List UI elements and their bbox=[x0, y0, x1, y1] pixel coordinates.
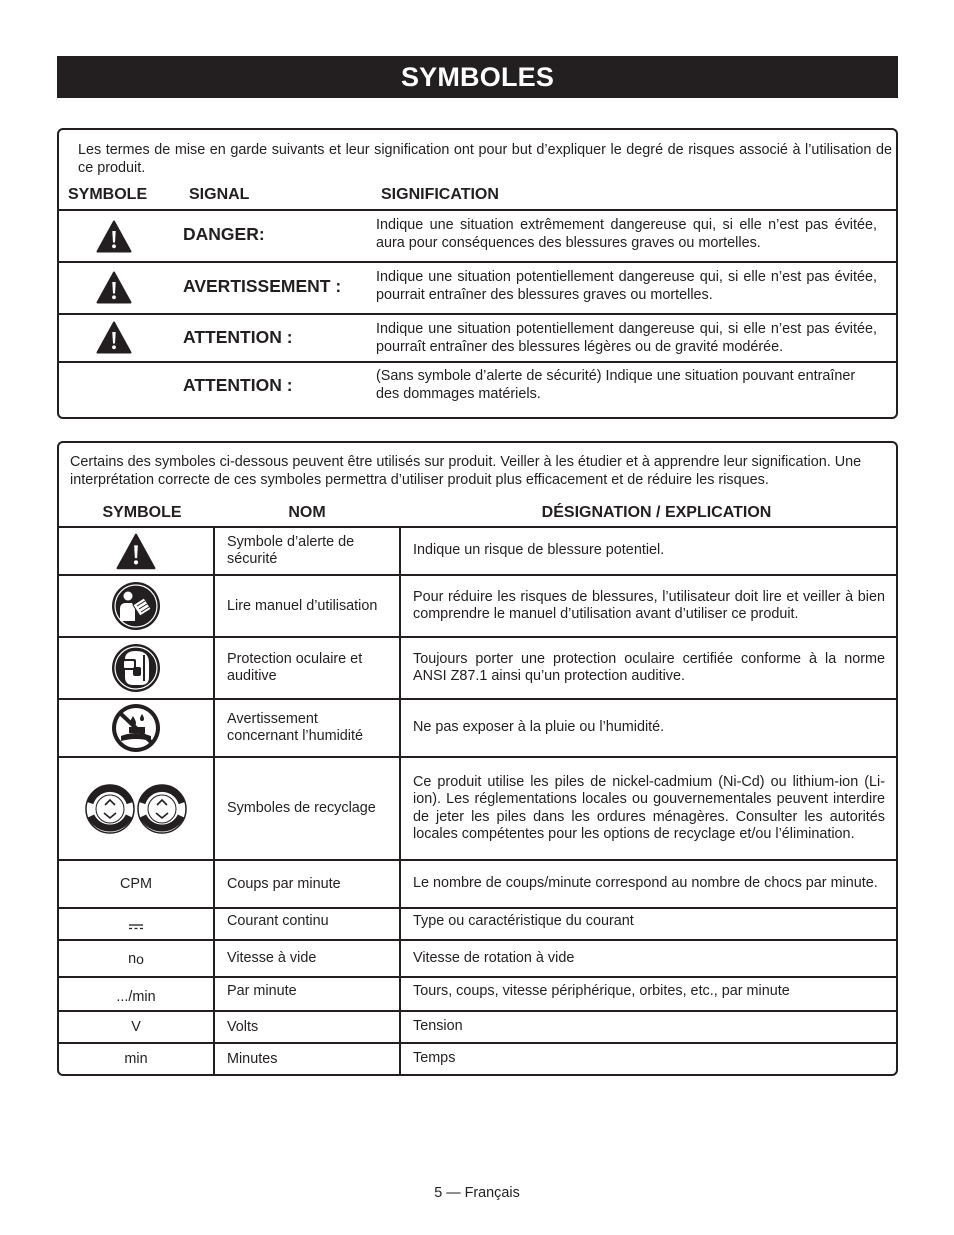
symbol-explanation: Tension bbox=[413, 1018, 463, 1035]
symbols-header-explanation: DÉSIGNATION / EXPLICATION bbox=[541, 504, 772, 521]
no-load-speed-symbol bbox=[59, 941, 213, 976]
symbol-explanation: Temps bbox=[413, 1050, 456, 1067]
symbol-name: Symboles de recyclage bbox=[227, 800, 376, 816]
symbol-text: V bbox=[131, 1019, 141, 1035]
table-row bbox=[59, 528, 896, 574]
signal-intro: Les termes de mise en garde suivants et leur signification ont pour but d’expliquer le degré de risques associé à l’utilisation de ce produit. bbox=[78, 142, 892, 176]
page-title: SYMBOLES bbox=[57, 56, 898, 98]
table-row bbox=[59, 861, 896, 907]
signal-label: ATTENTION : bbox=[183, 375, 293, 395]
read-manual-icon bbox=[111, 581, 161, 631]
table-row bbox=[59, 1012, 896, 1042]
signal-meaning: Indique une situation potentiellement dangereuse qui, si elle n’est pas évitée, pourraît entraîner des blessures légères ou de gravité modérée. bbox=[376, 321, 877, 355]
symbols-intro: Certains des symboles ci-dessous peuvent être utilisés sur produit. Veiller à les étudier et à apprendre leur signification. Une interprétation correcte de ces symboles permettra d’utiliser produit plus efficacement et de réduire les risques. bbox=[70, 454, 862, 488]
signal-row bbox=[59, 211, 896, 261]
symbol-explanation: Toujours porter une protection oculaire certifiée conforme à la norme ANSI Z87.1 ainsi qu’un protection auditive. bbox=[413, 650, 885, 684]
symbol-name: Minutes bbox=[227, 1050, 278, 1067]
signal-label: AVERTISSEMENT : bbox=[183, 276, 342, 296]
safety-alert-triangle-icon bbox=[96, 321, 132, 354]
signal-words-table bbox=[57, 128, 898, 419]
eye-ear-protection-icon bbox=[111, 643, 161, 693]
table-row bbox=[59, 909, 896, 939]
symbol-text: CPM bbox=[120, 876, 152, 892]
signal-meaning: Indique une situation potentiellement dangereuse qui, si elle n’est pas évitée, pourrait entraîner des blessures graves ou mortelles. bbox=[376, 269, 877, 303]
wet-conditions-icon bbox=[111, 703, 161, 753]
symbol-text: n bbox=[128, 950, 137, 967]
table-row bbox=[59, 576, 896, 636]
symbols-header-name: NOM bbox=[288, 504, 326, 521]
symbol-name: Par minute bbox=[227, 983, 297, 999]
page-footer: 5 — Français bbox=[434, 1185, 520, 1201]
symbol-explanation: Tours, coups, vitesse périphérique, orbites, etc., par minute bbox=[413, 983, 790, 999]
symbol-name: Volts bbox=[227, 1018, 259, 1035]
symbols-table bbox=[57, 441, 898, 1076]
signal-row bbox=[59, 315, 896, 361]
symbol-name: Vitesse à vide bbox=[227, 950, 317, 966]
table-row bbox=[59, 700, 896, 756]
symbol-name: Protection oculaire et auditive bbox=[227, 651, 363, 684]
table-row bbox=[59, 1044, 896, 1074]
signal-label: DANGER: bbox=[183, 224, 265, 244]
table-row bbox=[59, 978, 896, 1010]
symbols-header-symbol: SYMBOLE bbox=[102, 504, 182, 521]
table-row bbox=[59, 758, 896, 859]
signal-header-meaning: SIGNIFICATION bbox=[381, 186, 499, 203]
symbol-explanation: Le nombre de coups/minute correspond au nombre de chocs par minute. bbox=[413, 875, 878, 892]
signal-header-signal: SIGNAL bbox=[189, 186, 250, 203]
signal-header-symbol: SYMBOLE bbox=[68, 186, 148, 203]
safety-alert-triangle-icon bbox=[96, 271, 132, 304]
table-row bbox=[59, 941, 896, 976]
recycling-seals-icon bbox=[84, 783, 188, 835]
symbol-name: Courant continu bbox=[227, 913, 329, 929]
symbol-name: Symbole d’alerte de sécurité bbox=[227, 534, 355, 567]
symbol-name: Avertissement concernant l’humidité bbox=[227, 711, 363, 744]
symbol-text: min bbox=[124, 1051, 148, 1067]
symbol-subscript: o bbox=[136, 950, 144, 967]
symbol-explanation: Ne pas exposer à la pluie ou l’humidité. bbox=[413, 719, 665, 736]
safety-alert-triangle-icon bbox=[96, 220, 132, 253]
symbol-name: Lire manuel d’utilisation bbox=[227, 597, 378, 614]
direct-current-icon bbox=[128, 924, 144, 930]
symbol-name: Coups par minute bbox=[227, 875, 341, 892]
safety-alert-triangle-icon bbox=[116, 533, 156, 570]
signal-meaning: Indique une situation extrêmement dangereuse qui, si elle n’est pas évitée, aura pour conséquences des blessures graves ou mortelles. bbox=[376, 217, 877, 251]
signal-meaning: (Sans symbole d’alerte de sécurité) Indique une situation pouvant entraîner des dommages matériels. bbox=[376, 368, 856, 402]
symbol-explanation: Indique un risque de blessure potentiel. bbox=[413, 542, 665, 559]
symbol-explanation: Pour réduire les risques de blessures, l’utilisateur doit lire et veiller à bien comprendre le manuel d’utilisation avant d’utiliser ce produit. bbox=[413, 588, 885, 622]
symbol-explanation: Type ou caractéristique du courant bbox=[413, 913, 634, 929]
symbol-text: .../min bbox=[116, 989, 156, 1005]
table-row bbox=[59, 638, 896, 698]
signal-row bbox=[59, 363, 896, 417]
signal-label: ATTENTION : bbox=[183, 327, 293, 347]
symbol-explanation: Vitesse de rotation à vide bbox=[413, 949, 575, 966]
signal-row bbox=[59, 263, 896, 313]
symbol-explanation: Ce produit utilise les piles de nickel-cadmium (Ni-Cd) ou lithium-ion (Li-ion). Les réglementations locales ou gouvernementales peuvent interdire de jeter les piles dans les ordures ménagères. Consulter les autorités locales compétentes pour les options de recyclage et/ou l’élimination. bbox=[413, 773, 885, 842]
